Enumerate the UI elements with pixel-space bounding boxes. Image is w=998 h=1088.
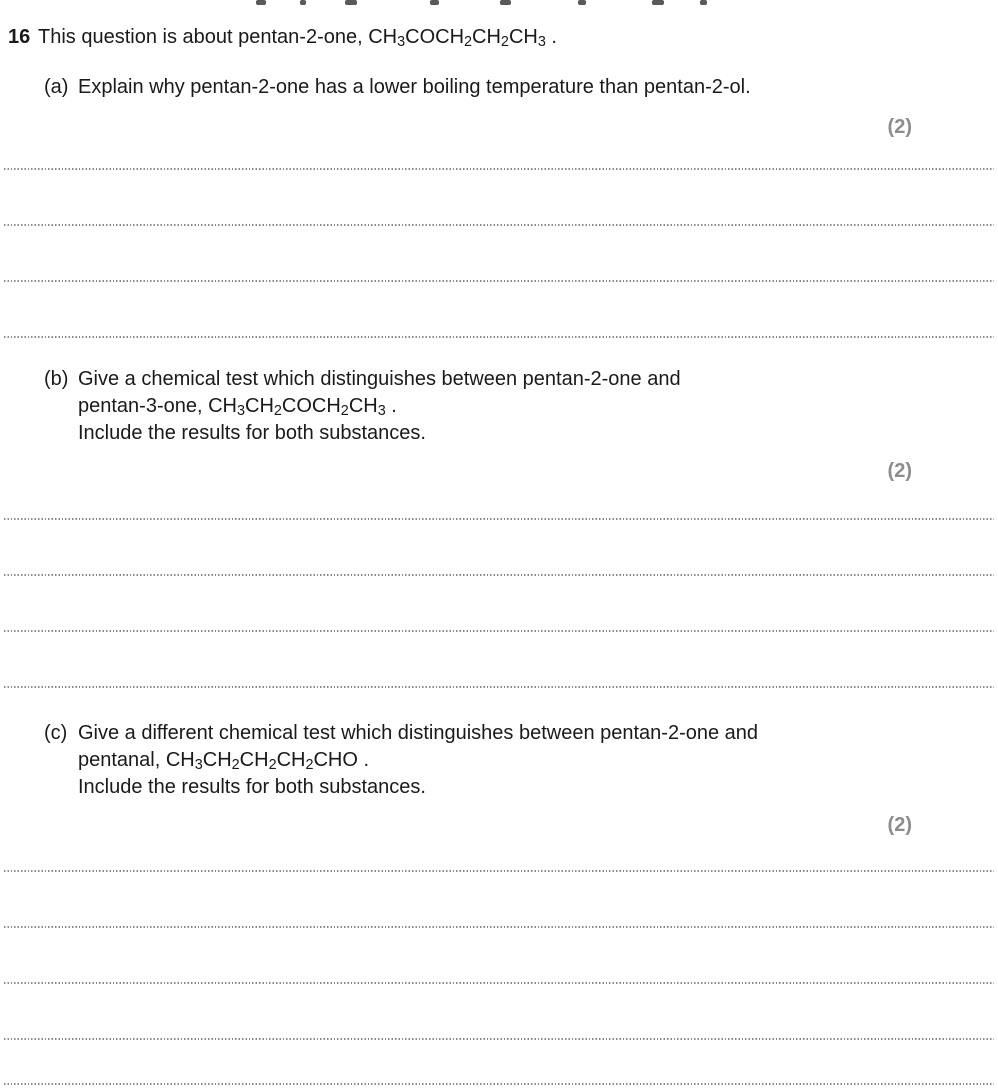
part-text-line: Include the results for both substances. (78, 776, 426, 798)
question-part-c (4, 720, 994, 1085)
question-part-a (4, 74, 994, 338)
part-c-prompt (44, 720, 994, 801)
part-text-line: Explain why pentan-2-one has a lower boiling temperature than pentan-2-ol. (78, 76, 751, 98)
part-text-line: Give a chemical test which distinguishes between pentan-2-one and (78, 368, 681, 390)
part-text-line: pentan-3-one, $CH_3CH_2COCH_2CH_3$ . (78, 395, 397, 419)
question-number: 16 (8, 26, 31, 48)
answer-line (4, 226, 994, 282)
answer-line (4, 282, 994, 338)
part-c-text (78, 720, 994, 801)
answer-line (4, 170, 994, 226)
part-c-answer-lines (4, 837, 994, 1085)
part-b-label: (b) (44, 368, 69, 390)
part-a-marks-badge: (2) (887, 116, 912, 138)
part-b-prompt (44, 366, 994, 447)
answer-line (4, 576, 994, 632)
part-a-text (78, 74, 994, 101)
part-text-line: Include the results for both substances. (78, 422, 426, 444)
part-b-marks-badge: (2) (887, 460, 912, 482)
answer-line (4, 872, 994, 928)
part-b-text (78, 366, 994, 447)
answer-line (4, 483, 994, 520)
part-a-label: (a) (44, 76, 69, 98)
part-text-line: pentanal, $CH_3CH_2CH_2CH_2CHO$ . (78, 749, 370, 773)
question-intro: This question is about pentan-2-one, $CH_3COCH_2CH_2CH_3$ . (38, 26, 557, 50)
answer-line (4, 837, 994, 872)
answer-line (4, 139, 994, 170)
question-header (8, 0, 994, 50)
answer-line (4, 632, 994, 688)
answer-line (4, 520, 994, 576)
part-text-line: Give a different chemical test which distinguishes between pentan-2-one and (78, 722, 759, 744)
question-part-b (4, 366, 994, 688)
answer-line (4, 984, 994, 1040)
part-a-answer-lines (4, 139, 994, 338)
answer-line (4, 928, 994, 984)
part-c-label: (c) (44, 722, 68, 744)
part-b-answer-lines (4, 483, 994, 688)
part-c-marks-badge: (2) (887, 814, 912, 836)
part-a-prompt (44, 74, 994, 101)
answer-line (4, 1040, 994, 1085)
